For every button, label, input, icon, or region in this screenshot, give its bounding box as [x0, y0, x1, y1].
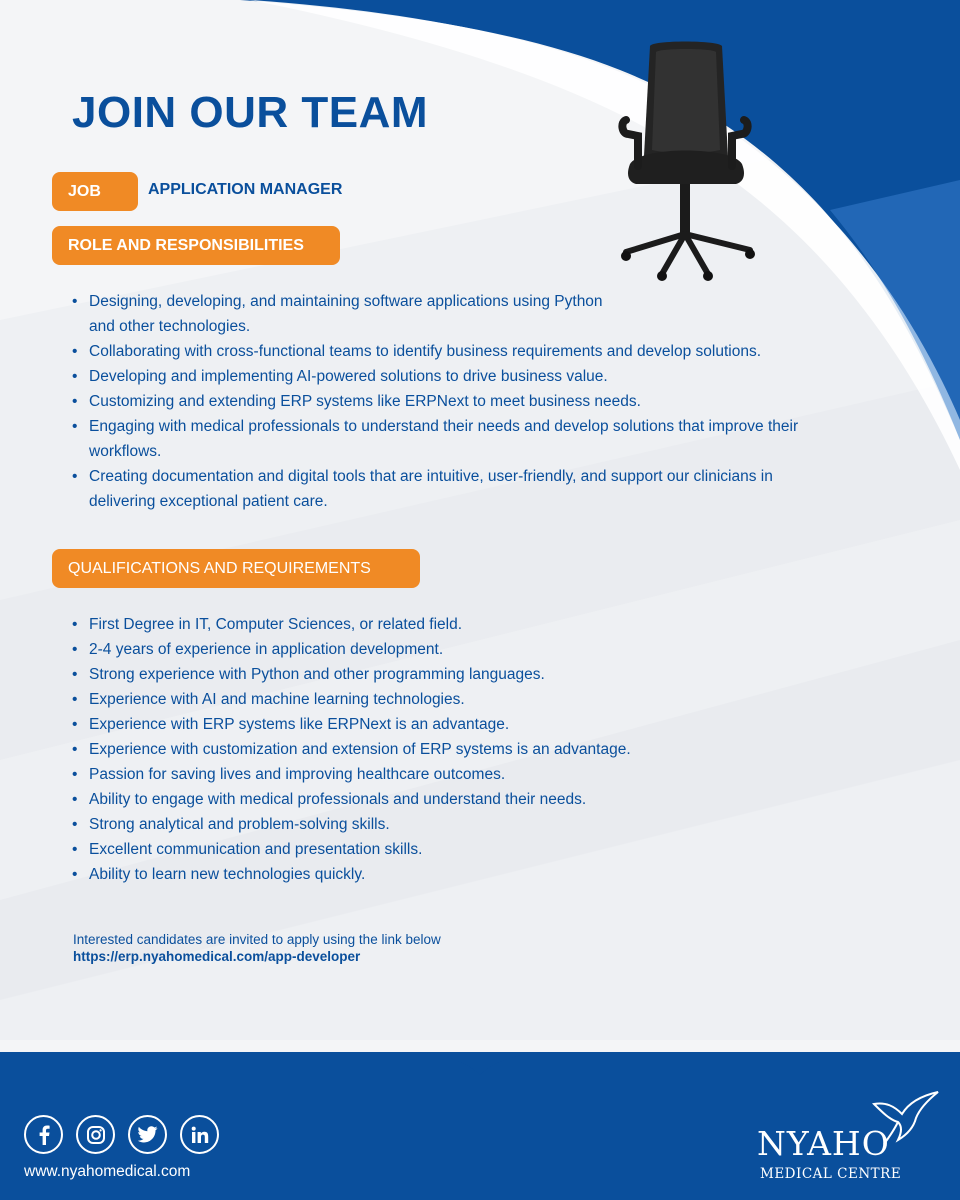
list-item: • Experience with AI and machine learning technologies.: [72, 687, 832, 712]
list-item: • Excellent communication and presentation skills.: [72, 837, 832, 862]
list-item: • Strong experience with Python and other programming languages.: [72, 662, 832, 687]
list-item: • Experience with ERP systems like ERPNext is an advantage.: [72, 712, 832, 737]
responsibilities-heading: ROLE AND RESPONSIBILITIES: [52, 226, 340, 265]
list-item: • Ability to learn new technologies quickly.: [72, 862, 832, 887]
list-item: • Engaging with medical professionals to understand their needs and develop solutions that improve their workflows.: [72, 414, 872, 464]
list-item: • Ability to engage with medical professionals and understand their needs.: [72, 787, 832, 812]
list-item: • First Degree in IT, Computer Sciences, or related field.: [72, 612, 832, 637]
list-item: • Collaborating with cross-functional teams to identify business requirements and develop solutions.: [72, 339, 872, 364]
list-item: • Passion for saving lives and improving healthcare outcomes.: [72, 762, 832, 787]
page-title: JOIN OUR TEAM: [72, 88, 429, 137]
website-link[interactable]: www.nyahomedical.com: [24, 1163, 191, 1180]
brand-subtitle: MEDICAL CENTRE: [760, 1166, 902, 1182]
apply-link[interactable]: https://erp.nyahomedical.com/app-developer: [73, 949, 361, 964]
footer-notch: [0, 1030, 960, 1080]
twitter-icon[interactable]: [128, 1115, 167, 1154]
social-links: [24, 1115, 219, 1154]
job-title: APPLICATION MANAGER: [148, 181, 343, 198]
list-item: • Customizing and extending ERP systems like ERPNext to meet business needs.: [72, 389, 872, 414]
linkedin-icon[interactable]: [180, 1115, 219, 1154]
list-item: • Designing, developing, and maintaining software applications using Python and other technologies.: [72, 289, 872, 339]
brand-name: NYAHO: [757, 1124, 890, 1163]
list-item: • Strong analytical and problem-solving skills.: [72, 812, 832, 837]
job-label-badge: JOB: [52, 172, 138, 211]
office-chair-image: [600, 38, 770, 282]
instagram-icon[interactable]: [76, 1115, 115, 1154]
apply-note: Interested candidates are invited to apply using the link below: [73, 932, 441, 947]
qualifications-list: [72, 612, 832, 887]
facebook-icon[interactable]: [24, 1115, 63, 1154]
list-item: • Developing and implementing AI-powered solutions to drive business value.: [72, 364, 872, 389]
list-item: • Experience with customization and extension of ERP systems is an advantage.: [72, 737, 832, 762]
responsibilities-list: [72, 289, 872, 514]
qualifications-heading: QUALIFICATIONS AND REQUIREMENTS: [52, 549, 420, 588]
list-item: • Creating documentation and digital tools that are intuitive, user-friendly, and support our clinicians in delivering exceptional patient care.: [72, 464, 872, 514]
list-item: • 2-4 years of experience in application development.: [72, 637, 832, 662]
